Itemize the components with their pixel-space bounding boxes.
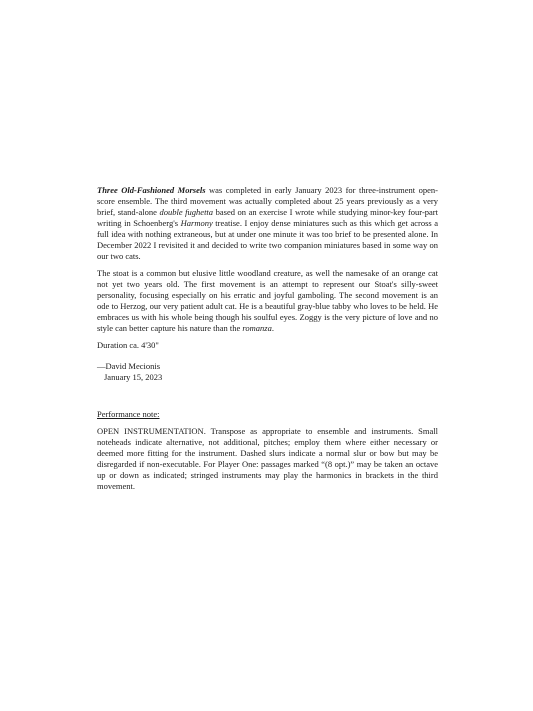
cats-text-2: . (271, 323, 274, 333)
intro-text-2: based on an exercise I wrote while studying minor-key four-part writing in Schoenberg's (97, 207, 438, 228)
intro-text-3: treatise. I enjoy dense miniatures such as this which get across a full idea with nothing extraneous, but at under one minute it was too brief to be presented alone. In December 2022 I revisited it and decided to write two companion miniatures based in some way on our two cats. (97, 218, 438, 261)
performance-note-body: OPEN INSTRUMENTATION. Transpose as appropriate to ensemble and instruments. Small noteheads indicate alternative, not additional, pitches; employ them where either necessary or deemed more fitting for the instrument. Dashed slurs indicate a normal slur or bow but may be disregarded if non-executable. For Player One: passages marked “(8 opt.)” may be taken an octave up or down as indicated; stringed instruments may play the harmonics in brackets in the third movement. (97, 426, 438, 491)
cats-text-1: The stoat is a common but elusive little woodland creature, as well the namesake of an orange cat not yet two years old. The first movement is an attempt to represent our Stoat's silly-sweet personality, focusing especially on his erratic and joyful gamboling. The second movement is an ode to Herzog, our very patient adult cat. He is a beautiful gray-blue tabby who loves to be held. He embraces us with his whole being though his soulful eyes. Zoggy is the very picture of love and no style can better capture his nature than the (97, 268, 438, 333)
cats-emphasis-1: romanza (242, 323, 272, 333)
cats-paragraph (97, 268, 438, 334)
signature-name: —David Mecionis (97, 361, 161, 371)
work-title: Three Old-Fashioned Morsels (97, 185, 206, 195)
signature-date: January 15, 2023 (104, 372, 163, 382)
intro-emphasis-2: Harmony (180, 218, 213, 228)
intro-text-1: was completed in early January 2023 for three-instrument open-score ensemble. The third movement was actually completed about 25 years previously as a very brief, stand-alone (97, 185, 438, 217)
program-note (97, 185, 438, 498)
performance-note-heading: Performance note: (97, 409, 160, 419)
intro-emphasis-1: double fughetta (159, 207, 214, 217)
duration: Duration ca. 4'30" (97, 340, 159, 350)
intro-paragraph (97, 185, 438, 262)
